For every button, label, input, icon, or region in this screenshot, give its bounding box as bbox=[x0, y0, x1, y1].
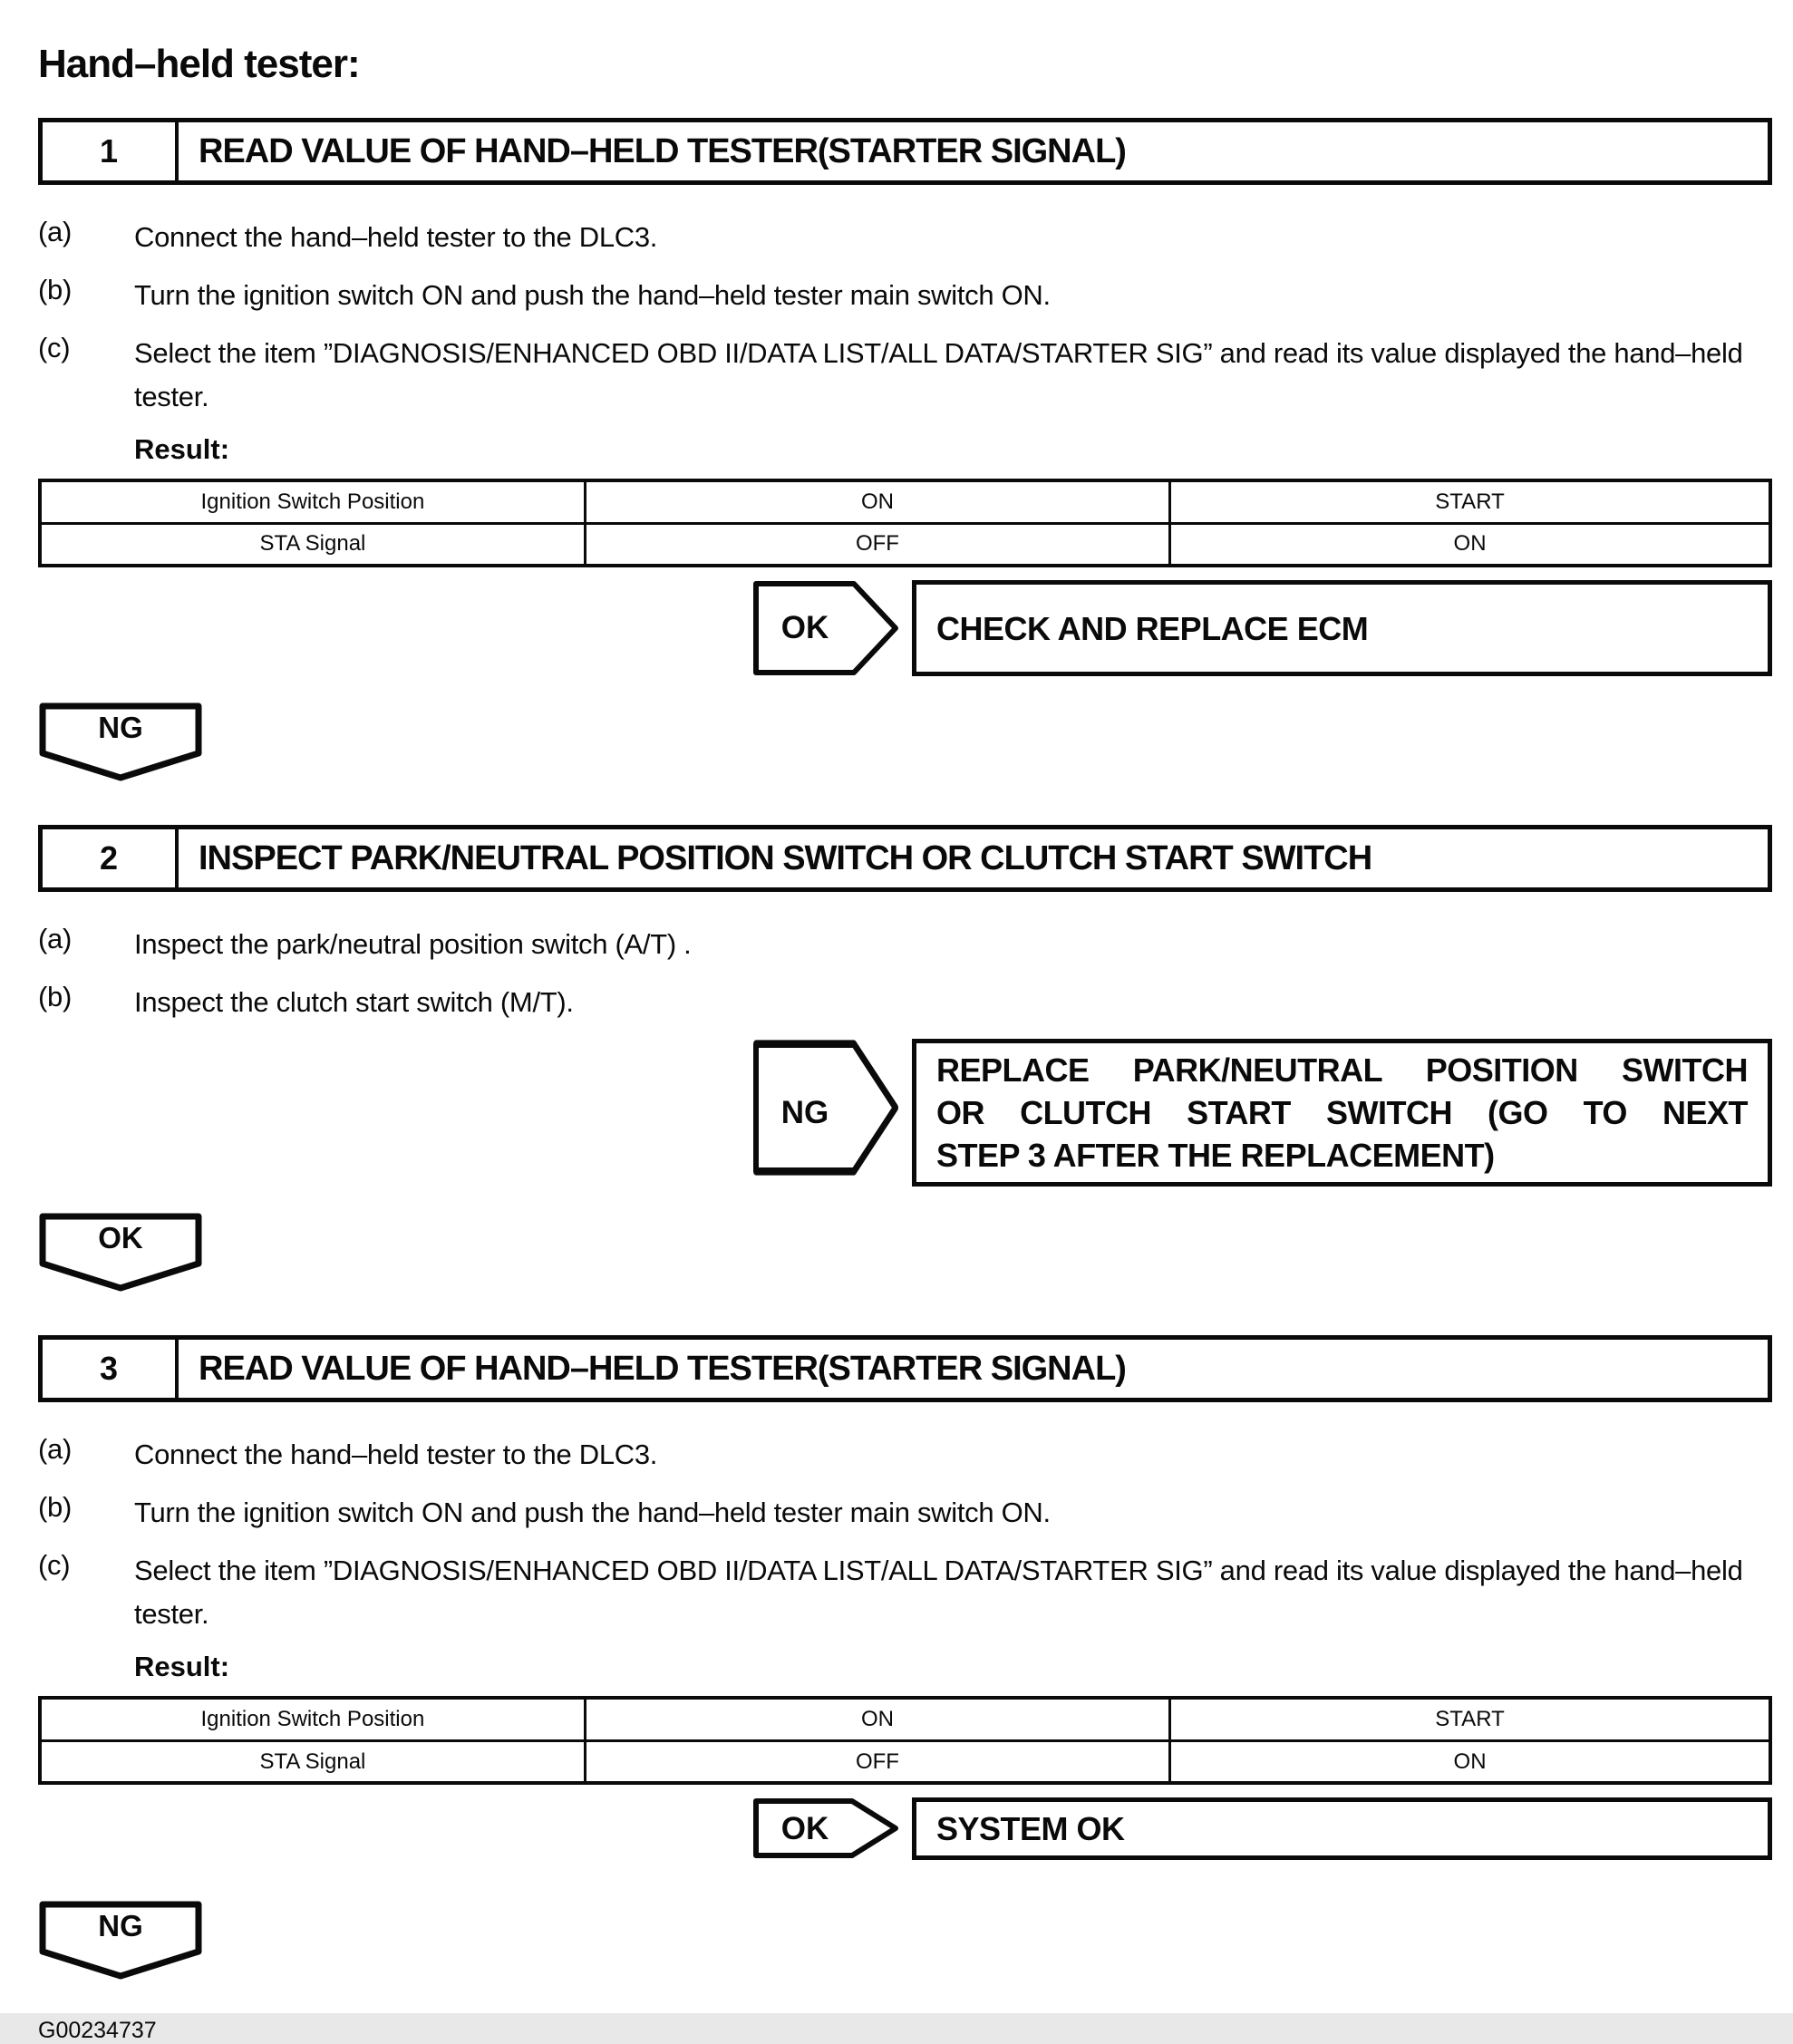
step-3-instruction-b bbox=[38, 1491, 1772, 1535]
step-2-instruction-b bbox=[38, 981, 1772, 1024]
verdict-label: NG bbox=[98, 711, 143, 745]
step-2-title: INSPECT PARK/NEUTRAL POSITION SWITCH OR CLUTCH START SWITCH bbox=[199, 838, 1372, 877]
verdict-label: NG bbox=[780, 1094, 829, 1130]
step-1-instruction-a bbox=[38, 216, 1772, 259]
table-cell: STA Signal bbox=[40, 523, 585, 566]
instruction-label: (b) bbox=[38, 274, 72, 306]
action-text: STEP 3 AFTER THE REPLACEMENT) bbox=[936, 1137, 1495, 1175]
table-cell: ON bbox=[585, 1698, 1169, 1740]
step-3-number: 3 bbox=[43, 1340, 179, 1398]
step-1-header bbox=[38, 118, 1772, 185]
table-cell: OFF bbox=[585, 523, 1169, 566]
ng-continue-banner bbox=[38, 702, 203, 783]
table-cell: Ignition Switch Position bbox=[40, 1698, 585, 1740]
instruction-label: (a) bbox=[38, 1433, 72, 1466]
instruction-label: (b) bbox=[38, 1491, 72, 1524]
figure-code: G00234737 bbox=[38, 2018, 157, 2044]
table-row bbox=[40, 1740, 1770, 1783]
verdict-label: OK bbox=[98, 1221, 143, 1255]
step-3-instruction-a bbox=[38, 1433, 1772, 1477]
instruction-text: Inspect the park/neutral position switch (A/T) . bbox=[134, 928, 692, 961]
step-2-action-box bbox=[912, 1039, 1772, 1187]
step-3-instruction-c bbox=[38, 1549, 1772, 1636]
ok-continue-banner bbox=[38, 1212, 203, 1293]
step-1-result-table bbox=[38, 479, 1772, 567]
page-title: Hand–held tester: bbox=[38, 42, 360, 86]
instruction-label: (c) bbox=[38, 332, 71, 364]
step-3-header bbox=[38, 1335, 1772, 1402]
step-1-instruction-b bbox=[38, 274, 1772, 317]
ng-arrow-icon bbox=[752, 1039, 899, 1187]
table-cell: STA Signal bbox=[40, 1740, 585, 1783]
step-1-number: 1 bbox=[43, 122, 179, 180]
verdict-label: NG bbox=[98, 1909, 143, 1943]
instruction-label: (a) bbox=[38, 216, 72, 247]
table-cell: ON bbox=[1170, 523, 1770, 566]
table-cell: OFF bbox=[585, 1740, 1169, 1783]
step-1-result-label: Result: bbox=[134, 433, 230, 466]
table-cell: START bbox=[1170, 480, 1770, 523]
instruction-label: (a) bbox=[38, 923, 72, 955]
instruction-text: Select the item ”DIAGNOSIS/ENHANCED OBD II/DATA LIST/ALL DATA/STARTER SIG” and read its value displayed the hand–held tester. bbox=[134, 337, 1743, 413]
table-cell: START bbox=[1170, 1698, 1770, 1740]
step-3-action-box bbox=[912, 1797, 1772, 1860]
action-text: SYSTEM OK bbox=[936, 1810, 1125, 1848]
step-3-result-table bbox=[38, 1696, 1772, 1785]
step-1-title: READ VALUE OF HAND–HELD TESTER(STARTER SIGNAL) bbox=[199, 131, 1126, 170]
step-2-number: 2 bbox=[43, 829, 179, 887]
step-1-instruction-c bbox=[38, 332, 1772, 419]
action-text: CHECK AND REPLACE ECM bbox=[936, 609, 1369, 647]
instruction-text: Connect the hand–held tester to the DLC3. bbox=[134, 221, 658, 253]
ok-arrow-icon bbox=[752, 1797, 899, 1860]
step-1-action-box bbox=[912, 580, 1772, 676]
ng-continue-banner bbox=[38, 1900, 203, 1981]
table-cell: ON bbox=[585, 480, 1169, 523]
table-row bbox=[40, 523, 1770, 566]
instruction-text: Turn the ignition switch ON and push the hand–held tester main switch ON. bbox=[134, 279, 1051, 312]
step-3-title: READ VALUE OF HAND–HELD TESTER(STARTER SIGNAL) bbox=[199, 1349, 1126, 1388]
table-row bbox=[40, 1698, 1770, 1740]
instruction-text: Turn the ignition switch ON and push the hand–held tester main switch ON. bbox=[134, 1497, 1051, 1529]
ok-arrow-icon bbox=[752, 580, 899, 676]
table-cell: Ignition Switch Position bbox=[40, 480, 585, 523]
step-1-branch bbox=[752, 580, 1772, 676]
instruction-text: Connect the hand–held tester to the DLC3. bbox=[134, 1439, 658, 1471]
step-2-header bbox=[38, 825, 1772, 892]
verdict-label: OK bbox=[780, 610, 829, 646]
step-3-branch bbox=[752, 1797, 1772, 1860]
action-text: OR CLUTCH START SWITCH (GO TO NEXT bbox=[936, 1094, 1748, 1132]
table-cell: ON bbox=[1170, 1740, 1770, 1783]
instruction-text: Select the item ”DIAGNOSIS/ENHANCED OBD II/DATA LIST/ALL DATA/STARTER SIG” and read its value displayed the hand–held tester. bbox=[134, 1555, 1743, 1631]
instruction-label: (c) bbox=[38, 1549, 71, 1582]
table-row bbox=[40, 480, 1770, 523]
action-text: REPLACE PARK/NEUTRAL POSITION SWITCH bbox=[936, 1051, 1748, 1090]
step-2-instruction-a bbox=[38, 923, 1772, 966]
verdict-label: OK bbox=[780, 1810, 829, 1846]
instruction-label: (b) bbox=[38, 981, 72, 1013]
instruction-text: Inspect the clutch start switch (M/T). bbox=[134, 986, 574, 1019]
step-3-result-label: Result: bbox=[134, 1651, 230, 1683]
step-2-branch bbox=[752, 1039, 1772, 1187]
